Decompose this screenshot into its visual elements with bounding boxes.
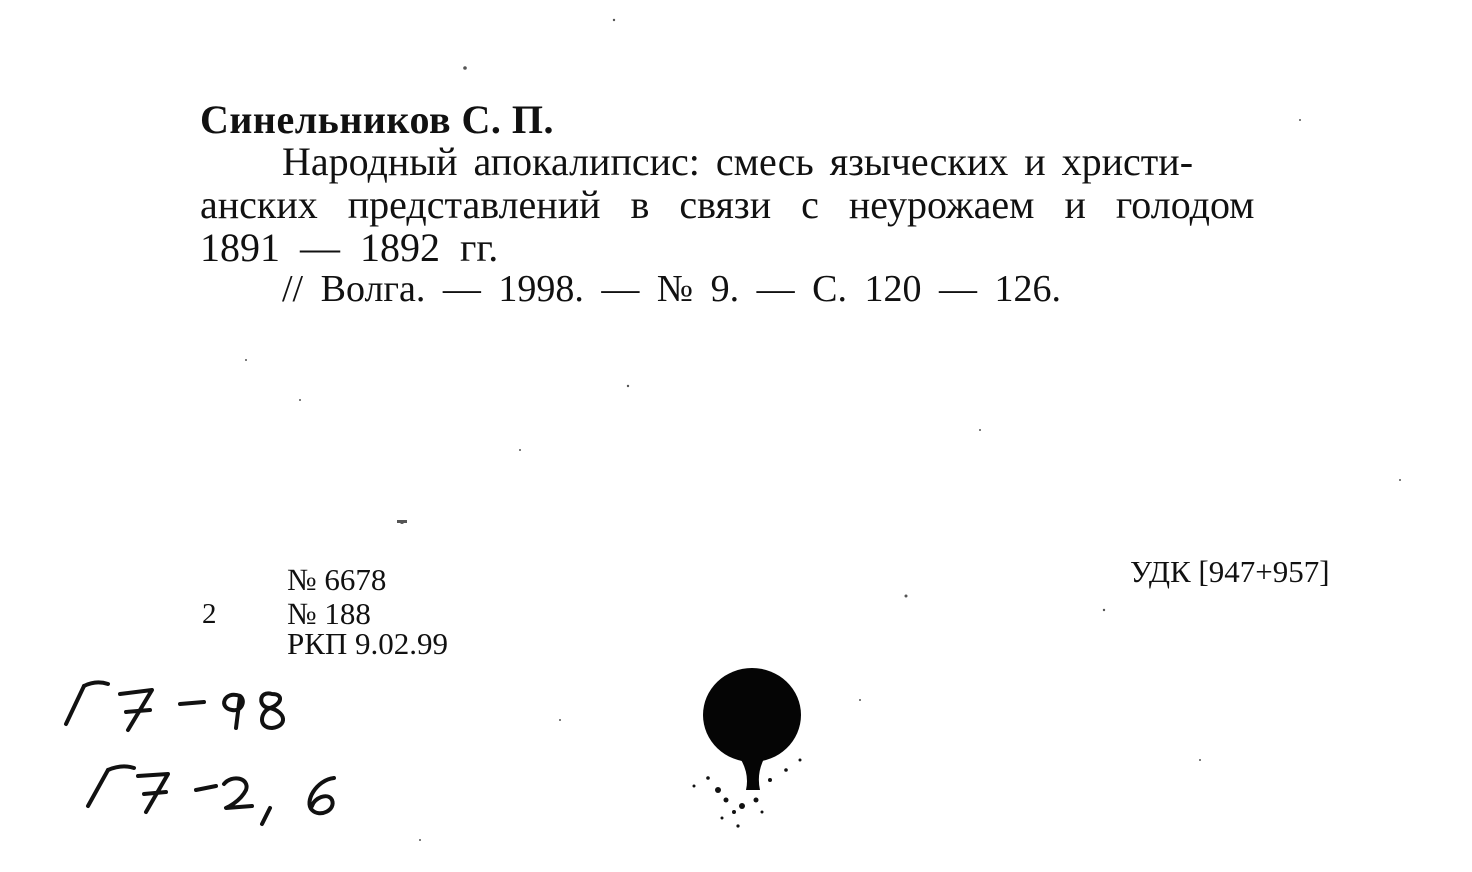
record-number: № 188 [287, 596, 371, 631]
title-line-2: анских представлений в связи с неурожаем и голодом [200, 182, 1255, 227]
udk-code: УДК [947+957] [1130, 554, 1330, 589]
rkp-date: РКП 9.02.99 [287, 626, 449, 661]
inventory-number: № 6678 [287, 562, 387, 597]
author-name: Синельников С. П. [200, 97, 555, 142]
title-line-3: 1891 — 1892 гг. [200, 225, 499, 270]
title-line-1: Народный апокалипсис: смесь языческих и христи- [282, 139, 1194, 184]
side-number: 2 [202, 598, 217, 630]
source-citation: // Волга. — 1998. — № 9. — С. 120 — 126. [282, 268, 1061, 310]
